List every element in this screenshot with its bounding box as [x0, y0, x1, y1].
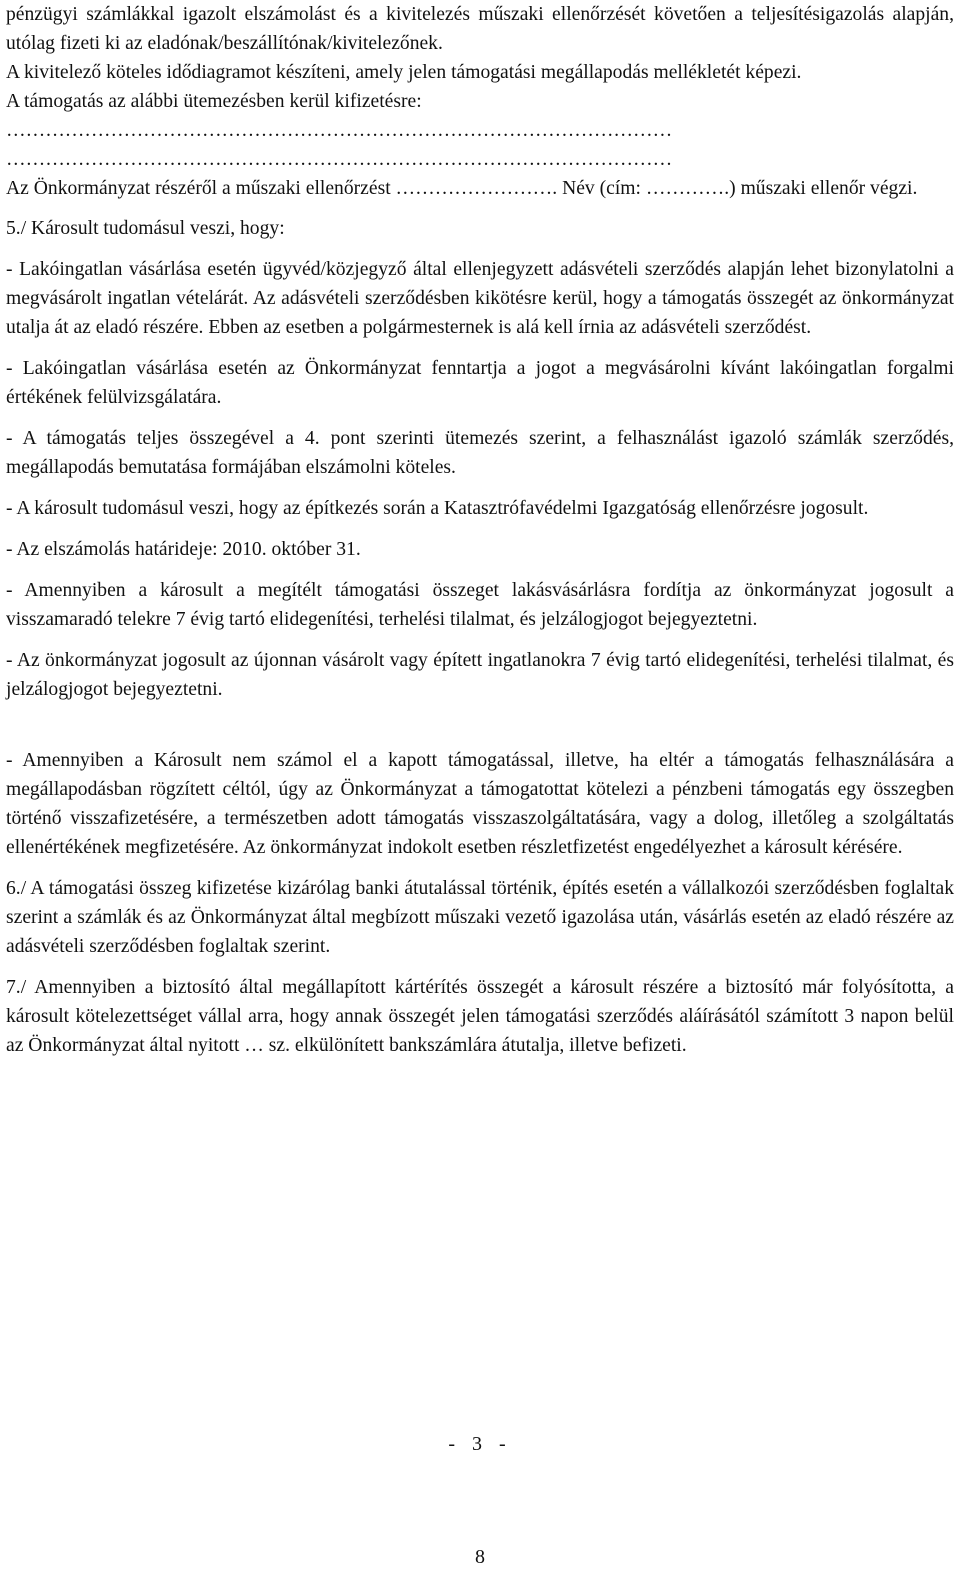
paragraph-new-property: - Az önkormányzat jogosult az újonnan vásárolt vagy épített ingatlanokra 7 évig tartó elidegenítési, terhelési tilalmat, és jelzálogjogot bejegyeztetni.: [6, 650, 954, 700]
paragraph-disaster-authority: - A károsult tudomásul veszi, hogy az építkezés során a Katasztrófavédelmi Igazgatóság ellenőrzésre jogosult.: [6, 498, 869, 519]
paragraph-market-value-review: - Lakóingatlan vásárlása esetén az Önkormányzat fenntartja a jogot a megvásárolni kívánt lakóingatlan forgalmi értékének felülvizsgálatára.: [6, 358, 954, 408]
page-number-inner: - 3 -: [448, 1433, 512, 1455]
paragraph-schedule-intro: A támogatás az alábbi ütemezésben kerül kifizetésre:: [6, 91, 422, 112]
paragraph-remaining-plot: - Amennyiben a károsult a megítélt támogatási összeget lakásvásárlásra fordítja az önkormányzat jogosult a visszamaradó telekre 7 évig tartó elidegenítési, terhelési tilalmat, és jelzálogjogot bejegyeztetni.: [6, 580, 954, 630]
dotted-line-2: …………………………………………………………………………………………: [6, 149, 673, 170]
document-body: [6, 0, 954, 1060]
paragraph-deadline: - Az elszámolás határideje: 2010. október 31.: [6, 539, 361, 560]
section-5-heading: 5./ Károsult tudomásul veszi, hogy:: [6, 218, 285, 239]
paragraph-repayment: - Amennyiben a Károsult nem számol el a kapott támogatással, illetve, ha eltér a támogatás felhasználására a megállapodásban rögzített céltól, úgy az Önkormányzat a támogatottat kötelezi a pénzbeni támogatás egy összegben történő visszafizetésére, a természetben adott támogatás visszaszolgáltatására, vagy a dolog, illetőleg a szolgáltatás ellenértékének megfizetésére. Az önkormányzat indokolt esetben részletfizetést engedélyezhet a károsult kérésére.: [6, 750, 954, 858]
paragraph-technical-inspector: Az Önkormányzat részéről a műszaki ellenőrzést ……………………. Név (cím: ………….) műszaki ellenőr végzi.: [6, 178, 918, 199]
section-6-payment-method: 6./ A támogatási összeg kifizetése kizárólag banki átutalással történik, építés esetén a vállalkozói szerződésben foglaltak szerint a számlák és az Önkormányzat által megbízott műszaki vezető igazolása után, vásárlás esetén az eladó részére az adásvételi szerződésben foglaltak szerint.: [6, 878, 954, 957]
dotted-line-1: …………………………………………………………………………………………: [6, 120, 673, 141]
paragraph-full-settlement: - A támogatás teljes összegével a 4. pont szerinti ütemezés szerint, a felhasználást igazoló számlák szerződés, megállapodás bemutatása formájában elszámolni köteles.: [6, 428, 954, 478]
paragraph-payment-terms: pénzügyi számlákkal igazolt elszámolást és a kivitelezés műszaki ellenőrzését követően a teljesítésigazolás alapján, utólag fizeti ki az eladónak/beszállítónak/kivitelezőnek.: [6, 4, 954, 54]
paragraph-property-purchase: - Lakóingatlan vásárlása esetén ügyvéd/közjegyző által ellenjegyzett adásvételi szerződés alapján lehet bizonylatolni a megvásárolt ingatlan vételárát. Az adásvételi szerződésben kikötésre kerül, hogy a támogatás összegét az önkormányzat utalja át az eladó részére. Ebben az esetben a polgármesternek is alá kell írnia az adásvételi szerződést.: [6, 259, 954, 338]
section-7-insurance: 7./ Amennyiben a biztosító által megállapított kártérítés összegét a károsult részére a biztosító már folyósította, a károsult kötelezettséget vállal arra, hogy annak összegét jelen támogatási szerződés aláírásától számított 3 napon belül az Önkormányzat által nyitott … sz. elkülönített bankszámlára átutalja, illetve befizeti.: [6, 977, 954, 1056]
page-number-outer: 8: [475, 1546, 485, 1568]
paragraph-time-diagram: A kivitelező köteles idődiagramot készíteni, amely jelen támogatási megállapodás mellékletét képezi.: [6, 62, 802, 83]
